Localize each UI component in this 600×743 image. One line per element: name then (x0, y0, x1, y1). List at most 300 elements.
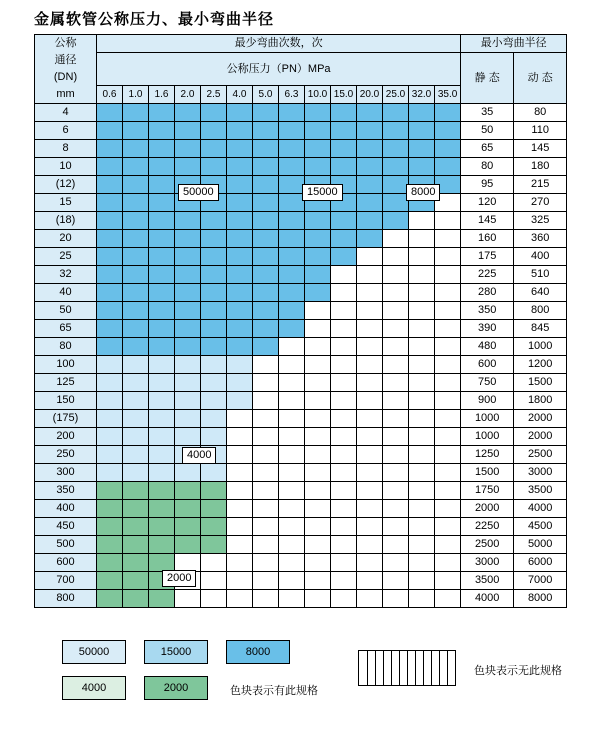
spec-cell (383, 248, 409, 266)
spec-cell (227, 104, 253, 122)
spec-cell (227, 356, 253, 374)
spec-cell (149, 392, 175, 410)
spec-cell (331, 590, 357, 608)
spec-cell (279, 194, 305, 212)
table-row (35, 428, 567, 446)
dn-value: 400 (35, 500, 97, 518)
radius-static-value: 3000 (461, 554, 514, 572)
spec-cell (331, 266, 357, 284)
spec-cell (201, 482, 227, 500)
spec-cell (331, 338, 357, 356)
spec-cell (149, 122, 175, 140)
spec-cell (175, 428, 201, 446)
spec-cell (123, 158, 149, 176)
legend-swatch: 2000 (144, 676, 208, 700)
radius-static-value: 750 (461, 374, 514, 392)
spec-cell (331, 500, 357, 518)
spec-cell (97, 464, 123, 482)
spec-cell (409, 356, 435, 374)
spec-cell (227, 302, 253, 320)
spec-cell (383, 446, 409, 464)
spec-cell (97, 320, 123, 338)
radius-static-value: 1000 (461, 410, 514, 428)
dn-header-cell (35, 35, 97, 104)
spec-cell (279, 590, 305, 608)
radius-dynamic-value: 2000 (514, 410, 567, 428)
spec-cell (331, 302, 357, 320)
spec-cell (331, 572, 357, 590)
radius-dynamic-value: 3000 (514, 464, 567, 482)
spec-cell (409, 320, 435, 338)
spec-cell (305, 248, 331, 266)
spec-cell (123, 140, 149, 158)
dn-value: 600 (35, 554, 97, 572)
spec-cell (253, 572, 279, 590)
spec-cell (227, 320, 253, 338)
spec-cell (409, 392, 435, 410)
spec-cell (409, 500, 435, 518)
spec-cell (253, 176, 279, 194)
dn-header-line-4: mm (56, 88, 75, 100)
radius-static-value: 390 (461, 320, 514, 338)
radius-dynamic-value: 5000 (514, 536, 567, 554)
spec-cell (201, 158, 227, 176)
spec-cell (331, 446, 357, 464)
spec-cell (175, 266, 201, 284)
spec-cell (409, 410, 435, 428)
bend-count-header: 最少弯曲次数，次 (97, 35, 461, 53)
table-row (35, 158, 567, 176)
table-row (35, 356, 567, 374)
spec-cell (97, 392, 123, 410)
spec-cell (331, 230, 357, 248)
spec-cell (201, 266, 227, 284)
radius-dynamic-value: 2500 (514, 446, 567, 464)
spec-cell (149, 428, 175, 446)
radius-static-value: 2000 (461, 500, 514, 518)
spec-cell (123, 482, 149, 500)
spec-cell (123, 554, 149, 572)
spec-cell (435, 500, 461, 518)
spec-cell (123, 104, 149, 122)
spec-cell (175, 392, 201, 410)
legend-swatch: 4000 (62, 676, 126, 700)
spec-cell (201, 140, 227, 158)
spec-cell (97, 284, 123, 302)
spec-cell (409, 266, 435, 284)
legend-no-spec-grid (358, 650, 456, 686)
spec-cell (149, 302, 175, 320)
dn-value: 300 (35, 464, 97, 482)
spec-cell (357, 176, 383, 194)
spec-cell (97, 122, 123, 140)
pressure-col-header: 15.0 (331, 86, 357, 104)
spec-cell (305, 302, 331, 320)
spec-cell (383, 176, 409, 194)
spec-cell (123, 446, 149, 464)
spec-cell (383, 536, 409, 554)
spec-cell (227, 230, 253, 248)
table-row (35, 140, 567, 158)
spec-cell (409, 212, 435, 230)
spec-cell (253, 410, 279, 428)
spec-cell (253, 230, 279, 248)
spec-cell (435, 374, 461, 392)
spec-cell (227, 536, 253, 554)
spec-cell (201, 428, 227, 446)
spec-cell (149, 158, 175, 176)
spec-cell (227, 176, 253, 194)
spec-cell (279, 374, 305, 392)
spec-cell (97, 266, 123, 284)
radius-static-value: 1250 (461, 446, 514, 464)
spec-cell (435, 536, 461, 554)
spec-cell (357, 284, 383, 302)
spec-cell (227, 248, 253, 266)
pressure-col-header: 0.6 (97, 86, 123, 104)
spec-cell (279, 140, 305, 158)
spec-cell (331, 392, 357, 410)
spec-cell (357, 212, 383, 230)
spec-cell (201, 230, 227, 248)
radius-static-value: 145 (461, 212, 514, 230)
spec-cell (149, 212, 175, 230)
dn-value: 25 (35, 248, 97, 266)
spec-cell (227, 572, 253, 590)
overlay-value-box: 2000 (162, 570, 196, 587)
spec-cell (357, 374, 383, 392)
spec-cell (279, 536, 305, 554)
pressure-col-header: 35.0 (435, 86, 461, 104)
spec-cell (279, 320, 305, 338)
spec-cell (123, 302, 149, 320)
pressure-col-header: 1.0 (123, 86, 149, 104)
spec-cell (331, 212, 357, 230)
spec-cell (97, 194, 123, 212)
spec-cell (201, 518, 227, 536)
spec-cell (383, 230, 409, 248)
spec-cell (97, 518, 123, 536)
table-row (35, 284, 567, 302)
spec-cell (201, 302, 227, 320)
spec-cell (279, 158, 305, 176)
spec-cell (253, 266, 279, 284)
spec-cell (227, 392, 253, 410)
dn-value: 50 (35, 302, 97, 320)
table-row (35, 374, 567, 392)
radius-dynamic-value: 145 (514, 140, 567, 158)
radius-static-value: 1750 (461, 482, 514, 500)
spec-cell (175, 248, 201, 266)
spec-cell (305, 104, 331, 122)
spec-cell (253, 392, 279, 410)
spec-cell (175, 536, 201, 554)
spec-cell (149, 590, 175, 608)
table-row (35, 122, 567, 140)
spec-cell (201, 356, 227, 374)
spec-cell (331, 248, 357, 266)
spec-cell (123, 464, 149, 482)
radius-static-value: 65 (461, 140, 514, 158)
spec-cell (201, 554, 227, 572)
spec-cell (305, 518, 331, 536)
spec-cell (331, 464, 357, 482)
spec-cell (409, 248, 435, 266)
overlay-value-box: 8000 (406, 184, 440, 201)
radius-dynamic-value: 1800 (514, 392, 567, 410)
spec-cell (279, 428, 305, 446)
spec-cell (409, 104, 435, 122)
dn-value: 4 (35, 104, 97, 122)
spec-cell (435, 320, 461, 338)
spec-cell (409, 140, 435, 158)
spec-cell (435, 428, 461, 446)
spec-cell (383, 284, 409, 302)
spec-cell (357, 248, 383, 266)
spec-cell (331, 374, 357, 392)
table-head (35, 35, 567, 104)
pressure-col-header: 4.0 (227, 86, 253, 104)
radius-static-value: 280 (461, 284, 514, 302)
spec-cell (149, 194, 175, 212)
spec-cell (409, 554, 435, 572)
spec-cell (253, 302, 279, 320)
spec-cell (201, 104, 227, 122)
spec-cell (409, 158, 435, 176)
dn-value: 450 (35, 518, 97, 536)
pressure-col-header: 32.0 (409, 86, 435, 104)
spec-cell (227, 140, 253, 158)
spec-cell (123, 500, 149, 518)
radius-dynamic-value: 6000 (514, 554, 567, 572)
spec-cell (149, 374, 175, 392)
spec-cell (331, 536, 357, 554)
dn-value: 100 (35, 356, 97, 374)
spec-cell (123, 230, 149, 248)
spec-cell (97, 176, 123, 194)
spec-cell (97, 302, 123, 320)
dn-value: 800 (35, 590, 97, 608)
dn-value: 150 (35, 392, 97, 410)
spec-cell (97, 500, 123, 518)
spec-cell (331, 482, 357, 500)
spec-cell (409, 572, 435, 590)
spec-cell (409, 338, 435, 356)
spec-cell (279, 500, 305, 518)
spec-cell (175, 158, 201, 176)
spec-cell (435, 590, 461, 608)
spec-cell (149, 482, 175, 500)
dn-value: 6 (35, 122, 97, 140)
spec-cell (253, 518, 279, 536)
table-row (35, 410, 567, 428)
pressure-col-header: 1.6 (149, 86, 175, 104)
spec-cell (175, 284, 201, 302)
spec-cell (305, 338, 331, 356)
spec-cell (305, 212, 331, 230)
spec-cell (97, 356, 123, 374)
radius-dynamic-value: 215 (514, 176, 567, 194)
dn-value: 8 (35, 140, 97, 158)
spec-cell (149, 356, 175, 374)
spec-cell (123, 266, 149, 284)
pressure-col-header: 2.0 (175, 86, 201, 104)
spec-cell (175, 122, 201, 140)
spec-cell (305, 482, 331, 500)
spec-cell (331, 122, 357, 140)
spec-cell (409, 230, 435, 248)
spec-cell (279, 446, 305, 464)
radius-static-value: 160 (461, 230, 514, 248)
spec-cell (175, 590, 201, 608)
legend-note-no-spec: 色块表示无此规格 (474, 664, 562, 677)
spec-cell (409, 518, 435, 536)
dn-header-line-3: (DN) (53, 71, 78, 83)
table-body (35, 104, 567, 608)
radius-static-value: 350 (461, 302, 514, 320)
spec-cell (383, 518, 409, 536)
spec-cell (97, 428, 123, 446)
spec-cell (305, 392, 331, 410)
spec-cell (123, 590, 149, 608)
radius-dynamic-value: 270 (514, 194, 567, 212)
spec-cell (383, 572, 409, 590)
spec-cell (253, 500, 279, 518)
spec-cell (331, 356, 357, 374)
table-head-row-1 (35, 35, 567, 53)
spec-cell (279, 410, 305, 428)
spec-cell (149, 500, 175, 518)
spec-cell (357, 482, 383, 500)
spec-cell (357, 554, 383, 572)
radius-static-value: 35 (461, 104, 514, 122)
spec-cell (279, 104, 305, 122)
spec-cell (305, 284, 331, 302)
spec-table (34, 34, 567, 608)
spec-cell (253, 464, 279, 482)
table-row (35, 248, 567, 266)
dn-value: 500 (35, 536, 97, 554)
spec-cell (331, 428, 357, 446)
table-row (35, 176, 567, 194)
radius-static-value: 175 (461, 248, 514, 266)
spec-cell (97, 374, 123, 392)
radius-dynamic-value: 3500 (514, 482, 567, 500)
spec-cell (253, 554, 279, 572)
spec-cell (409, 428, 435, 446)
spec-cell (253, 482, 279, 500)
spec-cell (253, 284, 279, 302)
table-row (35, 446, 567, 464)
spec-cell (227, 464, 253, 482)
spec-cell (357, 266, 383, 284)
spec-cell (253, 194, 279, 212)
spec-cell (409, 482, 435, 500)
spec-cell (357, 536, 383, 554)
table-row (35, 464, 567, 482)
spec-cell (435, 248, 461, 266)
spec-cell (383, 590, 409, 608)
spec-cell (279, 482, 305, 500)
spec-cell (175, 500, 201, 518)
dn-header-line-2: 通径 (54, 54, 77, 66)
radius-dynamic-value: 180 (514, 158, 567, 176)
spec-cell (383, 158, 409, 176)
spec-cell (227, 338, 253, 356)
spec-cell (305, 230, 331, 248)
spec-cell (97, 572, 123, 590)
spec-cell (357, 410, 383, 428)
spec-cell (279, 176, 305, 194)
spec-cell (175, 338, 201, 356)
spec-cell (201, 572, 227, 590)
dn-value: 700 (35, 572, 97, 590)
radius-static-value: 95 (461, 176, 514, 194)
spec-cell (175, 212, 201, 230)
spec-cell (253, 374, 279, 392)
spec-cell (149, 518, 175, 536)
spec-cell (97, 338, 123, 356)
spec-cell (435, 122, 461, 140)
spec-cell (305, 140, 331, 158)
spec-cell (175, 410, 201, 428)
spec-cell (201, 464, 227, 482)
dn-value: 65 (35, 320, 97, 338)
spec-cell (305, 590, 331, 608)
spec-cell (253, 446, 279, 464)
spec-cell (149, 536, 175, 554)
radius-static-value: 480 (461, 338, 514, 356)
spec-cell (149, 230, 175, 248)
table-row (35, 554, 567, 572)
spec-cell (305, 266, 331, 284)
spec-cell (123, 338, 149, 356)
table-row (35, 392, 567, 410)
spec-cell (175, 374, 201, 392)
radius-static-value: 120 (461, 194, 514, 212)
spec-cell (253, 104, 279, 122)
spec-cell (227, 500, 253, 518)
radius-dynamic-value: 7000 (514, 572, 567, 590)
spec-cell (279, 212, 305, 230)
table-row (35, 500, 567, 518)
spec-cell (253, 140, 279, 158)
radius-static-value: 1000 (461, 428, 514, 446)
spec-cell (435, 464, 461, 482)
spec-cell (149, 248, 175, 266)
spec-cell (383, 302, 409, 320)
spec-cell (383, 212, 409, 230)
spec-cell (201, 374, 227, 392)
spec-cell (97, 590, 123, 608)
spec-cell (175, 104, 201, 122)
spec-cell (305, 572, 331, 590)
spec-cell (357, 230, 383, 248)
spec-cell (305, 320, 331, 338)
radius-static-value: 2250 (461, 518, 514, 536)
spec-cell (383, 140, 409, 158)
spec-cell (97, 104, 123, 122)
spec-cell (123, 194, 149, 212)
spec-cell (175, 320, 201, 338)
spec-cell (123, 248, 149, 266)
spec-cell (97, 536, 123, 554)
spec-cell (227, 122, 253, 140)
table-head-row-2 (35, 53, 567, 86)
spec-cell (305, 410, 331, 428)
spec-cell (201, 248, 227, 266)
spec-cell (331, 284, 357, 302)
